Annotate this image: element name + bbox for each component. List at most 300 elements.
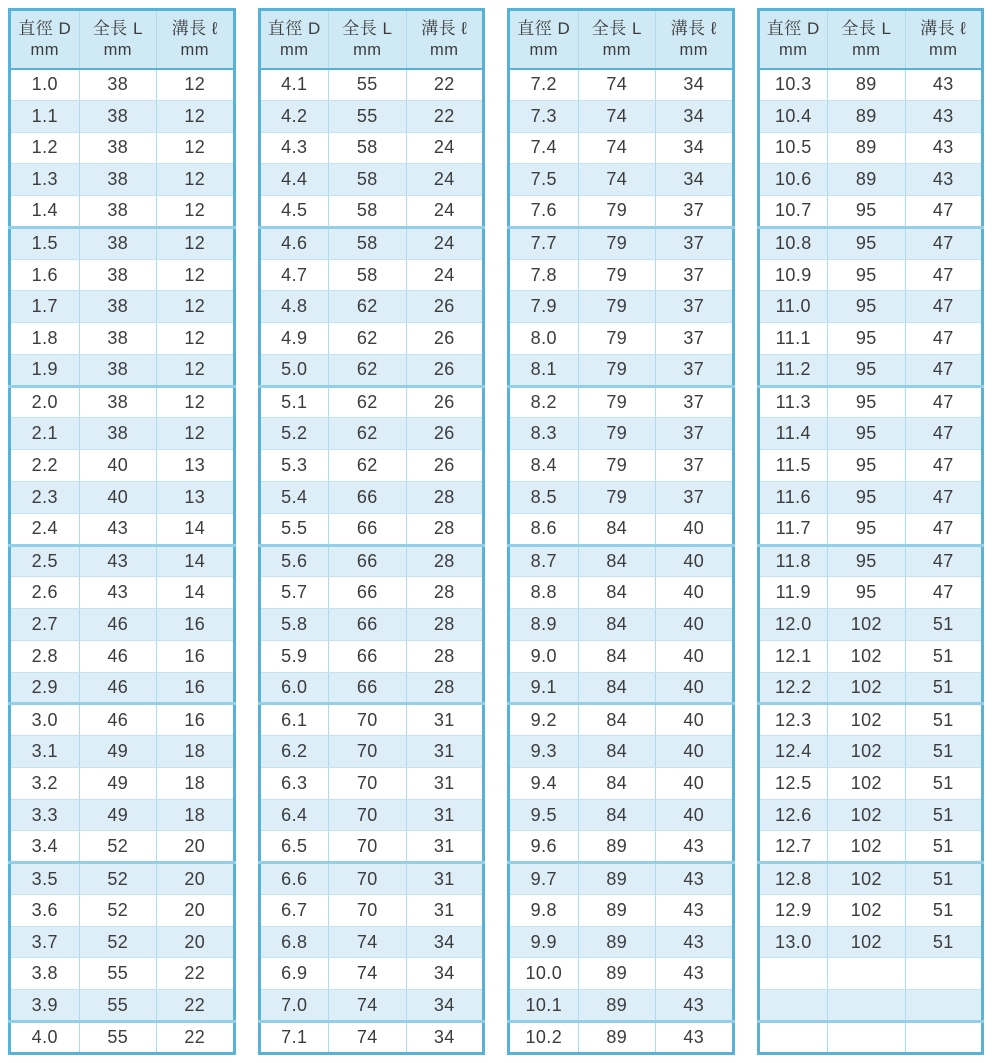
cell: 31 (406, 799, 483, 831)
cell: 31 (406, 767, 483, 799)
cell: 7.0 (259, 990, 329, 1022)
table-row (509, 164, 734, 196)
cell: 12 (157, 323, 234, 355)
table-row (758, 227, 983, 259)
cell: 7.9 (509, 291, 579, 323)
cell: 8.3 (509, 418, 579, 450)
cell: 26 (406, 386, 483, 418)
table-row (758, 164, 983, 196)
table-row (10, 799, 235, 831)
cell: 47 (905, 513, 982, 545)
table-row (758, 418, 983, 450)
cell: 12.2 (758, 672, 828, 704)
table-row (509, 354, 734, 386)
column-title: 全長 L (841, 19, 892, 38)
cell: 43 (656, 958, 733, 990)
table-row (758, 259, 983, 291)
table-row (259, 609, 484, 641)
cell: 10.0 (509, 958, 579, 990)
cell: 7.5 (509, 164, 579, 196)
cell: 34 (656, 100, 733, 132)
column-unit: mm (852, 41, 881, 60)
cell: 47 (905, 196, 982, 228)
cell: 84 (578, 609, 655, 641)
table-row (509, 259, 734, 291)
cell: 95 (828, 418, 905, 450)
column-unit: mm (180, 41, 210, 60)
table-row (758, 990, 983, 1022)
cell: 5.7 (259, 577, 329, 609)
cell: 34 (406, 958, 483, 990)
table-row (509, 227, 734, 259)
cell: 55 (329, 100, 406, 132)
cell: 8.7 (509, 545, 579, 577)
table-row (758, 640, 983, 672)
cell (758, 990, 828, 1022)
cell: 5.6 (259, 545, 329, 577)
cell: 37 (656, 450, 733, 482)
column-header-overall-length (828, 10, 905, 69)
cell: 95 (828, 386, 905, 418)
cell: 79 (578, 354, 655, 386)
cell: 55 (79, 1022, 156, 1054)
cell: 95 (828, 513, 905, 545)
cell: 1.0 (10, 69, 80, 101)
cell: 11.7 (758, 513, 828, 545)
cell: 79 (578, 450, 655, 482)
cell: 66 (329, 513, 406, 545)
cell: 95 (828, 450, 905, 482)
cell: 49 (79, 799, 156, 831)
table-row (259, 831, 484, 863)
cell: 18 (157, 799, 234, 831)
cell: 102 (828, 672, 905, 704)
table-row (259, 196, 484, 228)
table-row (10, 291, 235, 323)
cell: 74 (578, 100, 655, 132)
table-row (758, 958, 983, 990)
cell: 52 (79, 863, 156, 895)
cell: 47 (905, 259, 982, 291)
column-title: 全長 L (92, 19, 143, 38)
cell: 24 (406, 259, 483, 291)
cell: 40 (656, 799, 733, 831)
cell: 10.6 (758, 164, 828, 196)
table-row (259, 450, 484, 482)
cell: 40 (79, 481, 156, 513)
table-row (758, 100, 983, 132)
table-row (10, 863, 235, 895)
cell: 12 (157, 164, 234, 196)
cell: 51 (905, 609, 982, 641)
column-unit: mm (103, 41, 133, 60)
cell: 5.1 (259, 386, 329, 418)
table-row (10, 69, 235, 101)
cell: 2.1 (10, 418, 80, 450)
cell: 37 (656, 227, 733, 259)
cell: 37 (656, 481, 733, 513)
cell: 3.6 (10, 894, 80, 926)
cell: 51 (905, 736, 982, 768)
cell: 89 (828, 164, 905, 196)
cell: 9.7 (509, 863, 579, 895)
cell: 12 (157, 196, 234, 228)
header-row (10, 10, 235, 69)
cell: 16 (157, 609, 234, 641)
table-row (509, 767, 734, 799)
column-title: 溝長 ℓ (171, 19, 218, 38)
cell: 9.5 (509, 799, 579, 831)
cell: 14 (157, 577, 234, 609)
column-header-flute-length (157, 10, 234, 69)
table-row (758, 736, 983, 768)
table-row (259, 386, 484, 418)
table-row (259, 164, 484, 196)
cell: 89 (578, 863, 655, 895)
cell: 7.3 (509, 100, 579, 132)
table-row (509, 799, 734, 831)
cell: 12.5 (758, 767, 828, 799)
cell: 74 (329, 958, 406, 990)
cell: 51 (905, 704, 982, 736)
cell: 22 (157, 990, 234, 1022)
cell: 3.8 (10, 958, 80, 990)
cell: 51 (905, 894, 982, 926)
table-row (758, 609, 983, 641)
table-row (509, 196, 734, 228)
column-title: 溝長 ℓ (920, 19, 967, 38)
cell: 95 (828, 227, 905, 259)
cell: 52 (79, 831, 156, 863)
cell: 3.7 (10, 926, 80, 958)
column-title: 直徑 D (766, 19, 820, 38)
cell: 22 (406, 69, 483, 101)
drill-size-table (757, 8, 985, 1055)
table-row (758, 354, 983, 386)
table-row (758, 132, 983, 164)
cell: 4.3 (259, 132, 329, 164)
cell: 12.0 (758, 609, 828, 641)
cell: 9.9 (509, 926, 579, 958)
cell: 24 (406, 164, 483, 196)
cell: 31 (406, 863, 483, 895)
table-row (509, 513, 734, 545)
cell: 79 (578, 323, 655, 355)
table-row (509, 704, 734, 736)
cell: 102 (828, 926, 905, 958)
cell: 95 (828, 196, 905, 228)
table-row (509, 132, 734, 164)
cell: 62 (329, 323, 406, 355)
cell: 11.9 (758, 577, 828, 609)
cell: 47 (905, 481, 982, 513)
table-row (10, 227, 235, 259)
cell: 84 (578, 736, 655, 768)
cell: 40 (656, 704, 733, 736)
cell: 84 (578, 577, 655, 609)
cell: 9.8 (509, 894, 579, 926)
column-title: 直徑 D (517, 19, 571, 38)
cell: 46 (79, 609, 156, 641)
cell: 43 (656, 926, 733, 958)
cell: 74 (578, 132, 655, 164)
cell: 66 (329, 545, 406, 577)
table-row (758, 513, 983, 545)
cell: 102 (828, 767, 905, 799)
cell: 40 (656, 577, 733, 609)
cell: 8.2 (509, 386, 579, 418)
table-row (259, 513, 484, 545)
table-row (509, 672, 734, 704)
cell: 22 (157, 1022, 234, 1054)
cell: 70 (329, 831, 406, 863)
table-row (259, 259, 484, 291)
cell: 3.3 (10, 799, 80, 831)
cell: 47 (905, 418, 982, 450)
cell: 10.9 (758, 259, 828, 291)
cell: 5.0 (259, 354, 329, 386)
cell: 6.0 (259, 672, 329, 704)
table-row (758, 291, 983, 323)
cell: 7.4 (509, 132, 579, 164)
cell: 12 (157, 259, 234, 291)
cell: 79 (578, 481, 655, 513)
column-title: 溝長 ℓ (670, 19, 717, 38)
cell: 5.9 (259, 640, 329, 672)
cell (828, 990, 905, 1022)
table-row (10, 386, 235, 418)
table-row (259, 894, 484, 926)
cell: 70 (329, 863, 406, 895)
cell: 40 (656, 609, 733, 641)
cell: 16 (157, 704, 234, 736)
cell: 3.5 (10, 863, 80, 895)
table-row (259, 69, 484, 101)
cell (828, 1022, 905, 1054)
table-row (509, 990, 734, 1022)
cell: 34 (656, 164, 733, 196)
cell: 46 (79, 704, 156, 736)
cell: 26 (406, 291, 483, 323)
cell: 4.2 (259, 100, 329, 132)
table-row (509, 831, 734, 863)
table-row (758, 894, 983, 926)
cell: 12 (157, 354, 234, 386)
table-row (758, 926, 983, 958)
cell: 11.6 (758, 481, 828, 513)
cell: 6.5 (259, 831, 329, 863)
cell: 9.2 (509, 704, 579, 736)
cell: 7.8 (509, 259, 579, 291)
table-row (10, 609, 235, 641)
cell: 26 (406, 450, 483, 482)
cell: 43 (905, 100, 982, 132)
table-row (509, 323, 734, 355)
cell: 31 (406, 704, 483, 736)
table-row (10, 481, 235, 513)
cell: 26 (406, 323, 483, 355)
table-row (259, 418, 484, 450)
cell: 55 (329, 69, 406, 101)
cell: 66 (329, 481, 406, 513)
cell: 6.2 (259, 736, 329, 768)
cell: 84 (578, 704, 655, 736)
cell: 102 (828, 640, 905, 672)
cell: 8.1 (509, 354, 579, 386)
cell (905, 1022, 982, 1054)
table-row (758, 577, 983, 609)
table-row (10, 640, 235, 672)
cell: 102 (828, 736, 905, 768)
cell (758, 1022, 828, 1054)
table-row (10, 831, 235, 863)
table-row (10, 164, 235, 196)
cell: 47 (905, 577, 982, 609)
cell: 2.8 (10, 640, 80, 672)
table-row (10, 132, 235, 164)
cell: 89 (828, 132, 905, 164)
table-row (10, 577, 235, 609)
cell: 9.4 (509, 767, 579, 799)
cell: 12 (157, 227, 234, 259)
cell: 95 (828, 577, 905, 609)
table-row (10, 926, 235, 958)
table-row (509, 894, 734, 926)
cell: 20 (157, 894, 234, 926)
cell: 43 (905, 132, 982, 164)
cell: 12 (157, 69, 234, 101)
cell: 55 (79, 958, 156, 990)
column-unit: mm (529, 41, 559, 60)
drill-size-table (8, 8, 236, 1055)
cell: 62 (329, 386, 406, 418)
cell: 37 (656, 386, 733, 418)
cell: 11.3 (758, 386, 828, 418)
cell: 1.3 (10, 164, 80, 196)
cell: 9.0 (509, 640, 579, 672)
cell: 10.3 (758, 69, 828, 101)
column-unit: mm (602, 41, 632, 60)
cell: 51 (905, 863, 982, 895)
cell: 37 (656, 323, 733, 355)
cell: 2.4 (10, 513, 80, 545)
cell: 89 (578, 894, 655, 926)
cell: 24 (406, 227, 483, 259)
cell: 13 (157, 450, 234, 482)
cell: 6.8 (259, 926, 329, 958)
cell: 43 (79, 545, 156, 577)
cell: 10.8 (758, 227, 828, 259)
table-row (259, 958, 484, 990)
cell: 13 (157, 481, 234, 513)
cell (758, 958, 828, 990)
table-row (10, 767, 235, 799)
cell: 9.6 (509, 831, 579, 863)
cell: 2.6 (10, 577, 80, 609)
cell: 28 (406, 481, 483, 513)
table-row (758, 799, 983, 831)
table-row (10, 704, 235, 736)
cell: 18 (157, 736, 234, 768)
cell: 102 (828, 831, 905, 863)
header-row (509, 10, 734, 69)
drill-size-table (507, 8, 735, 1055)
cell: 7.7 (509, 227, 579, 259)
cell: 28 (406, 545, 483, 577)
cell: 3.4 (10, 831, 80, 863)
table-row (259, 990, 484, 1022)
cell: 46 (79, 640, 156, 672)
cell: 28 (406, 577, 483, 609)
cell: 31 (406, 831, 483, 863)
cell: 43 (656, 863, 733, 895)
cell: 40 (656, 513, 733, 545)
cell: 62 (329, 418, 406, 450)
cell: 5.5 (259, 513, 329, 545)
cell: 40 (656, 640, 733, 672)
table-row (509, 640, 734, 672)
cell: 38 (79, 291, 156, 323)
cell: 12.3 (758, 704, 828, 736)
table-row (758, 545, 983, 577)
cell: 13.0 (758, 926, 828, 958)
cell: 10.2 (509, 1022, 579, 1054)
cell: 43 (656, 894, 733, 926)
cell: 95 (828, 291, 905, 323)
cell: 95 (828, 545, 905, 577)
cell: 5.3 (259, 450, 329, 482)
cell: 49 (79, 767, 156, 799)
cell: 43 (79, 577, 156, 609)
table-row (509, 69, 734, 101)
cell: 11.5 (758, 450, 828, 482)
table-row (758, 672, 983, 704)
cell: 43 (656, 990, 733, 1022)
cell: 7.1 (259, 1022, 329, 1054)
cell: 58 (329, 164, 406, 196)
table-row (758, 69, 983, 101)
table-row (259, 863, 484, 895)
column-unit: mm (353, 41, 382, 60)
table-row (758, 450, 983, 482)
cell: 70 (329, 704, 406, 736)
cell: 89 (578, 831, 655, 863)
cell (828, 958, 905, 990)
cell: 79 (578, 386, 655, 418)
table-row (10, 323, 235, 355)
table-row (509, 481, 734, 513)
cell: 12.9 (758, 894, 828, 926)
table-row (509, 386, 734, 418)
table-row (509, 863, 734, 895)
cell: 3.9 (10, 990, 80, 1022)
cell: 3.2 (10, 767, 80, 799)
cell: 89 (828, 100, 905, 132)
cell: 38 (79, 227, 156, 259)
cell: 18 (157, 767, 234, 799)
column-header-overall-length (79, 10, 156, 69)
column-title: 全長 L (342, 19, 393, 38)
table-row (509, 418, 734, 450)
cell: 3.0 (10, 704, 80, 736)
cell: 38 (79, 323, 156, 355)
cell: 6.9 (259, 958, 329, 990)
cell: 4.9 (259, 323, 329, 355)
cell: 62 (329, 291, 406, 323)
cell: 37 (656, 196, 733, 228)
table-row (509, 958, 734, 990)
table-row (758, 767, 983, 799)
